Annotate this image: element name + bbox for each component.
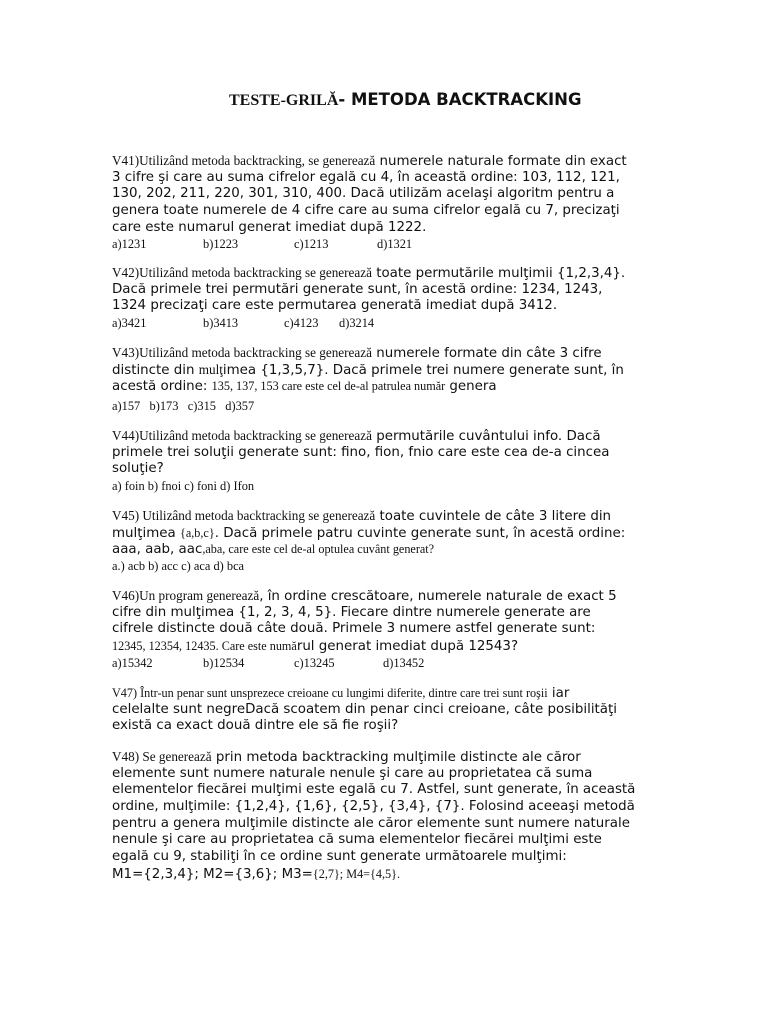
- answer-option: c)13245: [294, 655, 335, 670]
- question-line: celelalte sunt negreDacă scoatem din penar cinci creioane, câte posibilităţi: [112, 701, 617, 717]
- answer-option: a.) acb b) acc c) aca d) bca: [112, 559, 245, 574]
- question-line: care este numarul generat imediat după 1222.: [112, 219, 427, 235]
- answer-option: b)12534: [203, 655, 245, 670]
- question-line: 1324 precizaţi care este permutarea generată imediat după 3412.: [112, 298, 558, 314]
- page-title: [229, 90, 582, 110]
- question-line: V43)Utilizând metoda backtracking se generează numerele formate din câte 3 cifre: [112, 345, 602, 361]
- answer-options: [112, 236, 672, 252]
- title-serif-part: TESTE-GRILĂ: [229, 92, 339, 109]
- answer-option-letter: d): [225, 399, 236, 414]
- question-line: aaa, aab, aac,aba, care este cel de-al optulea cuvânt generat?: [112, 542, 435, 558]
- question-line: Dacă primele trei permutări generate sunt, în acestă ordine: 1234, 1243,: [112, 281, 603, 297]
- answer-options: [112, 558, 672, 574]
- question-line: 130, 202, 211, 220, 301, 310, 400. Dacă utilizăm acelaşi algoritm pentru a: [112, 186, 615, 202]
- question-line: egală cu 9, stabiliţi în ce ordine sunt generate următoarele mulţimi:: [112, 849, 567, 865]
- question-line: M1={2,3,4}; M2={3,6}; M3={2,7}; M4={4,5}.: [112, 866, 401, 882]
- question-line: distincte din mulţimea {1,3,5,7}. Dacă primele trei numere generate sunt, în: [112, 361, 624, 378]
- question-line: cifrele distincte două câte două. Primele 3 numere astfel generate sunt:: [112, 621, 596, 637]
- question-line: V46)Un program generează, în ordine crescătoare, numerele naturale de exact 5: [112, 588, 617, 604]
- title-sans-part: - METODA BACKTRACKING: [338, 90, 582, 109]
- question-line: elementelor fiecărei mulţimi este egală cu 7. Astfel, sunt generate, în această: [112, 782, 636, 798]
- answer-option-letter: b): [149, 399, 160, 414]
- answer-option-letter: a): [112, 399, 122, 414]
- answer-option: a)15342: [112, 655, 153, 670]
- answer-option: c)1213: [294, 237, 329, 252]
- question-v48: [112, 749, 672, 883]
- answer-option: b)3413: [203, 316, 239, 331]
- question-v47: [112, 685, 672, 735]
- question-line: V45) Utilizând metoda backtracking se generează toate cuvintele de câte 3 litere din: [112, 508, 612, 524]
- answer-option: 357: [235, 399, 255, 414]
- question-line: ordine, mulţimile: {1,2,4}, {1,6}, {2,5}, {3,4}, {7}. Folosind aceeaşi metodă: [112, 799, 635, 815]
- answer-option: b)1223: [203, 237, 239, 252]
- answer-option-letter: c): [187, 399, 198, 414]
- answer-options: [112, 395, 672, 415]
- question-line: pentru a genera mulţimile distincte ale căror elemente sunt numere naturale: [112, 815, 630, 831]
- answer-option: c)4123: [284, 316, 319, 331]
- question-v42: [112, 265, 672, 331]
- question-line: elemente sunt numere naturale nenule şi care au proprietatea că suma: [112, 765, 593, 781]
- question-line: genera toate numerele de 4 cifre care au suma cifrelor egală cu 7, precizaţi: [112, 203, 620, 219]
- question-line: nenule şi care au proprietatea că suma elementelor fiecărei mulţimi este: [112, 832, 602, 848]
- question-line: V42)Utilizând metoda backtracking se generează toate permutările mulţimii {1,2,3,4}.: [112, 265, 626, 281]
- question-line: cifre din mulţimea {1, 2, 3, 4, 5}. Fiecare dintre numerele generate are: [112, 604, 591, 620]
- question-line: există ca exact două dintre ele să fie roşii?: [112, 718, 399, 734]
- answer-option: 173: [159, 399, 179, 414]
- question-line: soluţie?: [112, 461, 164, 477]
- question-line: 12345, 12354, 12435. Care este numărul generat imediat după 12543?: [112, 639, 519, 655]
- question-v45: [112, 508, 672, 574]
- answer-option: a)1231: [112, 237, 147, 252]
- answer-options: [112, 478, 672, 494]
- answer-option: 315: [197, 399, 216, 414]
- answer-option: d)13452: [383, 655, 425, 670]
- question-line: mulţimea {a,b,c}. Dacă primele patru cuvinte generate sunt, în acestă ordine:: [112, 525, 626, 541]
- question-line: V47) Într-un penar sunt unsprezece creioane cu lungimi diferite, dintre care trei sunt roşii iar: [112, 686, 570, 701]
- question-line: 3 cifre şi care au suma cifrelor egală cu 4, în această ordine: 103, 112, 121,: [112, 169, 620, 185]
- question-v46: [112, 588, 672, 671]
- question-v43: [112, 345, 672, 415]
- question-line: acestă ordine: 135, 137, 153 care este cel de-al patrulea număr genera: [112, 379, 497, 395]
- answer-option: a)3421: [112, 316, 147, 331]
- answer-option: 157: [121, 399, 141, 414]
- answer-option: a) foin b) fnoi c) foni d) Ifon: [112, 479, 255, 494]
- question-line: V44)Utilizând metoda backtracking se generează permutările cuvântului info. Dacă: [112, 428, 601, 444]
- question-line: primele trei soluţii generate sunt: fino, fion, fnio care este cea de-a cincea: [112, 444, 610, 460]
- answer-option: d)3214: [339, 316, 375, 331]
- answer-option: d)1321: [377, 237, 413, 252]
- question-v41: [112, 153, 672, 252]
- answer-options: [112, 655, 672, 671]
- question-v44: [112, 428, 672, 494]
- answer-options: [112, 315, 672, 331]
- question-line: V41)Utilizând metoda backtracking, se generează numerele naturale formate din exact: [112, 153, 627, 169]
- question-line: V48) Se generează prin metoda backtracking mulţimile distincte ale căror: [112, 749, 581, 765]
